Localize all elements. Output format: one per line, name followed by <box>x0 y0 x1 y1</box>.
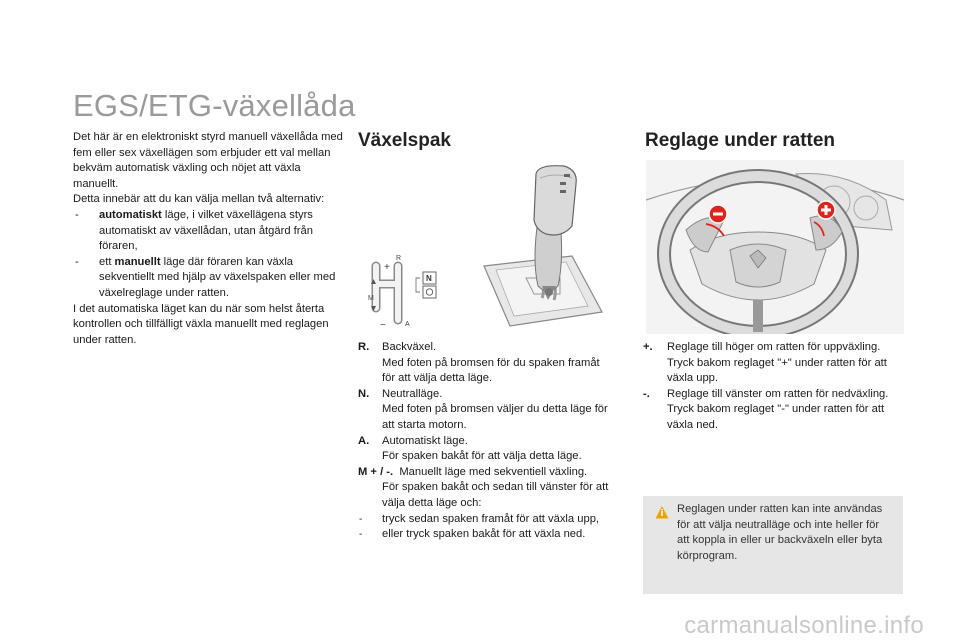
info-note-text: Reglagen under ratten kan inte användas för att välja neutralläge och inte heller för att koppla in eller ur backväxeln eller byta körprogram. <box>677 503 883 562</box>
gear-pattern-diagram <box>354 248 444 332</box>
definition-text: Neutralläge. <box>382 387 443 400</box>
watermark: carmanualsonline.info <box>684 612 924 639</box>
definition-downshift <box>643 387 905 403</box>
definition-key: N. <box>358 387 370 400</box>
definition-key: A. <box>358 434 370 447</box>
gear-label-m: M <box>368 295 374 302</box>
intro-paragraph-2: Detta innebär att du kan välja mellan två alternativ: <box>73 193 325 206</box>
definition-key: -. <box>643 387 650 400</box>
intro-paragraph-3: I det automatiska läget kan du när som helst återta kontrollen och tillfälligt växla manuellt med reglagen under ratten. <box>73 302 329 346</box>
info-icon <box>655 506 669 520</box>
instruction-upshift-paddle <box>643 356 905 387</box>
instruction-text: För spaken bakåt för att välja detta läge. <box>382 450 582 463</box>
dash: - <box>359 529 363 541</box>
option-keyword: manuellt <box>114 255 161 268</box>
instruction-text: För spaken bakåt och sedan till vänster för att välja detta läge och: <box>382 481 609 509</box>
gear-label-a: A <box>405 321 410 328</box>
gear-label-minus: − <box>380 320 386 331</box>
instruction-reverse <box>358 356 610 387</box>
definition-key: R. <box>358 341 370 353</box>
heading-gear-lever: Växelspak <box>358 130 451 151</box>
info-note-box <box>643 496 903 594</box>
definition-neutral <box>358 387 610 403</box>
definition-text: Reglage till höger om ratten för uppväxling. <box>667 341 881 353</box>
gear-label-r: R <box>396 255 402 262</box>
gear-lever-definitions <box>358 340 610 543</box>
definition-key: M + / -. <box>358 465 394 478</box>
definition-text: Automatiskt läge. <box>382 434 468 447</box>
definition-automatic <box>358 434 610 450</box>
instruction-text: Tryck bakom reglaget "-" under ratten för att växla ned. <box>667 403 885 431</box>
instruction-downshift-paddle <box>643 402 905 433</box>
dash: - <box>75 255 79 268</box>
instruction-text: tryck sedan spaken framåt för att växla upp, <box>382 512 600 525</box>
dash: - <box>359 513 363 525</box>
gear-lever-illustration <box>476 160 610 332</box>
dash: - <box>75 208 79 221</box>
instruction-downshift <box>358 527 610 543</box>
heading-steering-controls: Reglage under ratten <box>645 130 836 151</box>
definition-upshift <box>643 340 905 356</box>
definition-key: +. <box>643 341 653 353</box>
intro-text <box>73 130 345 348</box>
intro-option-automatic <box>73 208 345 255</box>
definition-text: Backväxel. <box>382 341 437 353</box>
gear-label-plus: + <box>384 262 390 273</box>
option-description: läge, i vilket växellägena styrs automatiskt av växellådan, utan åtgärd från föraren, <box>99 208 313 253</box>
instruction-text: Med foten på bromsen väljer du detta läge för att starta motorn. <box>382 403 608 431</box>
instruction-text: Med foten på bromsen för du spaken framåt för att välja detta läge. <box>382 356 600 385</box>
steering-control-definitions <box>643 340 905 434</box>
page-title: EGS/ETG-växellåda <box>73 88 356 123</box>
intro-option-manual <box>73 255 345 302</box>
intro-paragraph-1: Det här är en elektroniskt styrd manuell växellåda med fem eller sex växellägen som erbjuder ett val mellan bekväm automatisk växling och nöjet att växla manuellt. <box>73 131 343 190</box>
definition-text: Manuellt läge med sekventiell växling. <box>399 465 588 478</box>
option-description: läge där föraren kan växla sekventiellt med hjälp av växelspaken eller med växelreglage under ratten. <box>99 255 336 299</box>
option-prefix: ett <box>99 255 115 268</box>
instruction-automatic <box>358 449 610 465</box>
option-keyword: automatiskt <box>99 208 162 221</box>
instruction-upshift <box>358 512 610 528</box>
gear-label-n: N <box>426 274 432 283</box>
definition-manual <box>358 465 610 481</box>
steering-wheel-illustration <box>646 160 904 334</box>
definition-reverse <box>358 340 610 356</box>
instruction-manual <box>358 480 610 511</box>
instruction-neutral <box>358 402 610 433</box>
definition-text: Reglage till vänster om ratten för nedväxling. <box>667 387 889 400</box>
instruction-text: eller tryck spaken bakåt för att växla ned. <box>382 528 586 541</box>
instruction-text: Tryck bakom reglaget "+" under ratten för att växla upp. <box>667 356 887 385</box>
